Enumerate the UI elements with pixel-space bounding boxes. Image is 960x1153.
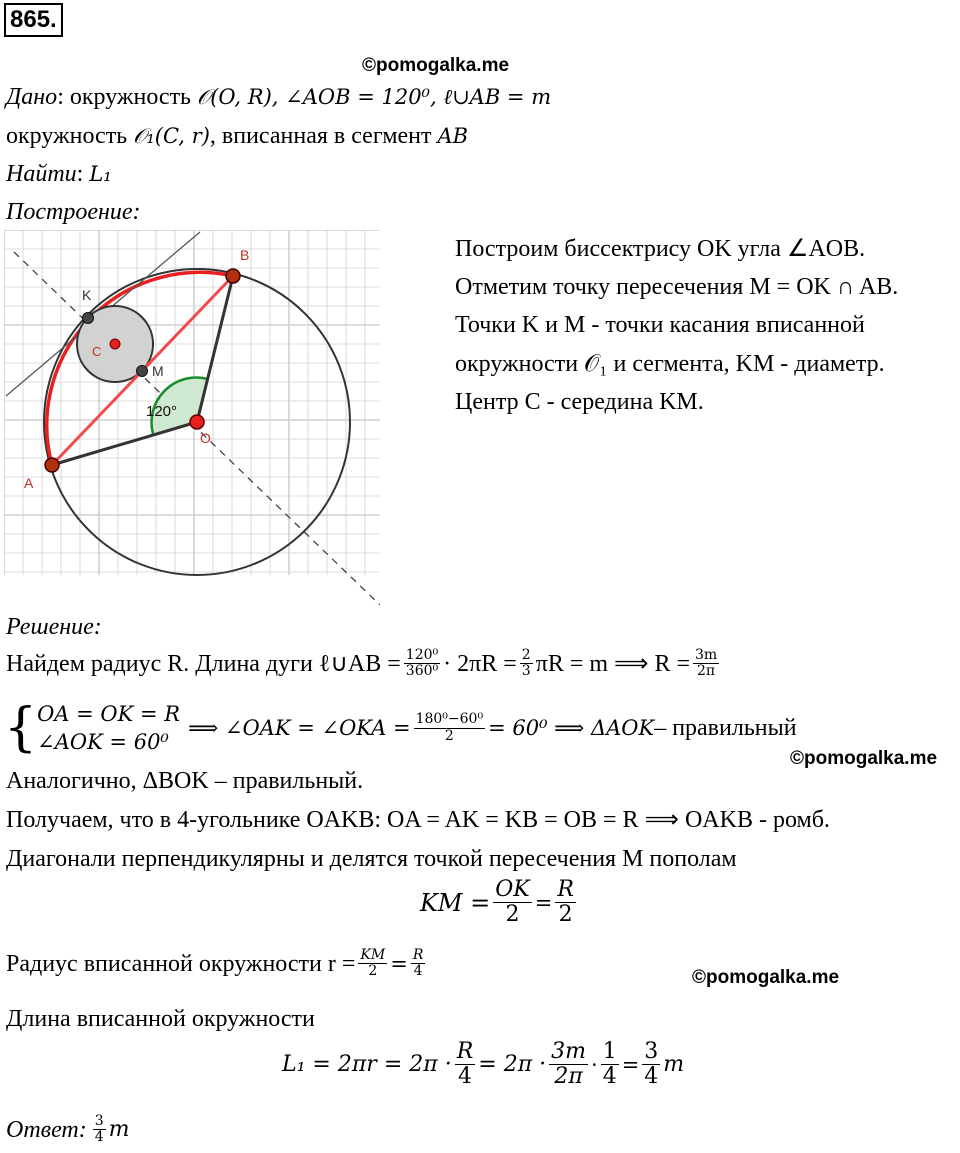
fraction-120-360 [404,648,440,680]
solution-line-4: Получаем, что в 4-угольнике OAKB: OA = AK = KB = OB = R ⟹ OAKB - ромб. [6,807,830,833]
fraction-3m-2pi-big [549,1040,588,1089]
label-O: O [200,430,211,446]
point-B [226,269,240,283]
watermark-bottom: ©pomogalka.me [692,967,840,988]
fraction-denominator: 4 [94,1129,104,1146]
length-part: L₁ = 2πr = 2π · [282,1052,452,1078]
label-A: A [24,475,34,491]
construction-line-4: окружности 𝒪₁ и сегмента, KM - диаметр. [455,351,885,377]
given-label: Дано [6,84,58,110]
point-K [83,313,94,324]
construction-label: Построение [6,199,133,225]
fraction-numerator: R [412,947,424,963]
length-part: = 2π · [478,1052,547,1078]
fraction-denominator: 2 [558,902,573,928]
given-circle: 𝒪(O, R), ∠AOB = 120⁰, ℓ∪AB = m [197,85,552,109]
system-eq-1: OA = OK = R [37,702,181,726]
system-result: = 60⁰ ⟹ ΔAOK [488,716,655,740]
answer-m: m [108,1116,130,1142]
brace: { [4,698,38,758]
fraction-numerator: 120⁰ [405,647,439,663]
solution-line-5: Диагонали перпендикулярны и делятся точкой пересечения M пополам [6,846,737,872]
fraction-denominator: 2π [697,663,716,680]
fraction-numerator: 2 [521,647,531,663]
problem-number: 865. [4,3,63,37]
construction-line-1: Построим биссектрису OK угла ∠AOB. [455,236,866,262]
equals-sign: = [621,1052,640,1077]
fraction-3m-2pi [693,648,719,680]
solution-label: Решение [6,614,94,640]
inscribed-radius-text: Радиус вписанной окружности r = [6,950,356,977]
fraction-numerator: R [557,877,574,902]
km-formula [420,878,579,927]
fraction-denominator: 2π [554,1064,583,1090]
construction-line-5: Центр C - середина KM. [455,389,704,415]
watermark-middle: ©pomogalka.me [790,748,938,769]
inscribed-radius-line [6,948,428,980]
equals-sign: = [390,951,408,976]
system-eq-2: ∠AOK = 60⁰ [37,730,169,754]
construction-line-3: Точки K и M - точки касания вписанной [455,312,865,338]
fraction-denominator: 2 [505,902,520,928]
km-left: KM = [420,888,491,917]
find-value: L₁ [89,162,112,186]
fraction-1-4 [601,1040,619,1089]
length-formula [282,1040,684,1089]
given-line-2 [6,121,468,151]
system-result-word: – правильный [654,714,797,741]
fraction-km-2 [358,948,387,980]
fraction-denominator: 4 [602,1064,617,1090]
formula-part: πR = m ⟹ R = [535,650,690,677]
point-C [110,339,120,349]
fraction-3-4 [642,1040,660,1089]
given-circle-2: 𝒪₁(C, r) [133,124,210,148]
watermark-top: ©pomogalka.me [362,55,510,76]
given-text-1: окружность [69,84,197,110]
fraction-numerator: 3m [551,1039,586,1064]
answer-label: Ответ [6,1116,79,1143]
fraction-ok-2 [493,878,531,927]
answer-fraction [93,1114,106,1146]
fraction-denominator: 360⁰ [405,663,439,680]
length-label: Длина вписанной окружности [6,1006,315,1032]
solution-line-1 [6,648,722,680]
given-text-2b: , вписанная в сегмент [209,123,438,149]
answer-line: Ответ : $\frac{3}{4}$ m [6,1113,130,1146]
solution-line-3: Аналогично, ΔBOK – правильный. [6,768,364,794]
fraction-180-60 [414,712,486,744]
fraction-numerator: R [456,1039,474,1064]
fraction-numerator: 1 [602,1039,617,1064]
fraction-numerator: 3 [644,1039,659,1064]
equals-sign: = [534,890,553,915]
label-B: B [240,247,250,263]
solution-heading: Решение: [6,614,102,640]
given-segment: AB [437,124,469,148]
system-equations [37,700,180,756]
find-line: Найти: L₁ [6,161,112,187]
fraction-2-3 [520,648,533,680]
fraction-denominator: 4 [413,963,423,980]
given-text-2: окружность [6,123,134,149]
dot-operator: · [591,1052,598,1077]
fraction-r-2 [555,878,576,927]
fraction-numerator: 180⁰−60⁰ [415,711,484,728]
label-M: M [152,363,164,379]
point-O [190,415,204,429]
label-C: C [92,344,102,359]
construction-heading: Построение: [6,199,141,225]
formula-part: · 2πR = [443,650,517,677]
label-K: K [82,287,92,303]
find-label: Найти [6,161,77,187]
fraction-r-4 [411,948,426,980]
point-A [45,458,59,472]
construction-line-2: Отметим точку пересечения M = OK ∩ AB. [455,274,899,300]
fraction-denominator: 4 [457,1064,472,1090]
fraction-denominator: 2 [368,963,378,980]
radius-text: Найдем радиус R. Длина дуги ℓ∪AB = [6,650,401,677]
length-m: m [663,1052,685,1078]
angle-label: 120° [146,403,178,420]
fraction-denominator: 4 [644,1064,659,1090]
system-implication: ⟹ ∠OAK = ∠OKA = [188,716,411,740]
construction-figure [4,230,380,605]
fraction-R-4 [455,1040,476,1089]
fraction-denominator: 3 [521,663,531,680]
system-line [4,700,797,756]
fraction-numerator: KM [360,947,386,963]
point-M [137,366,148,377]
fraction-numerator: 3m [694,647,718,663]
fraction-denominator: 2 [444,727,454,744]
radius-OB [197,276,233,422]
fraction-numerator: OK [495,877,530,902]
given-line-1: Дано: окружность 𝒪(O, R), ∠AOB = 120⁰, ℓ∪AB = m [6,84,552,110]
fraction-numerator: 3 [94,1113,104,1129]
